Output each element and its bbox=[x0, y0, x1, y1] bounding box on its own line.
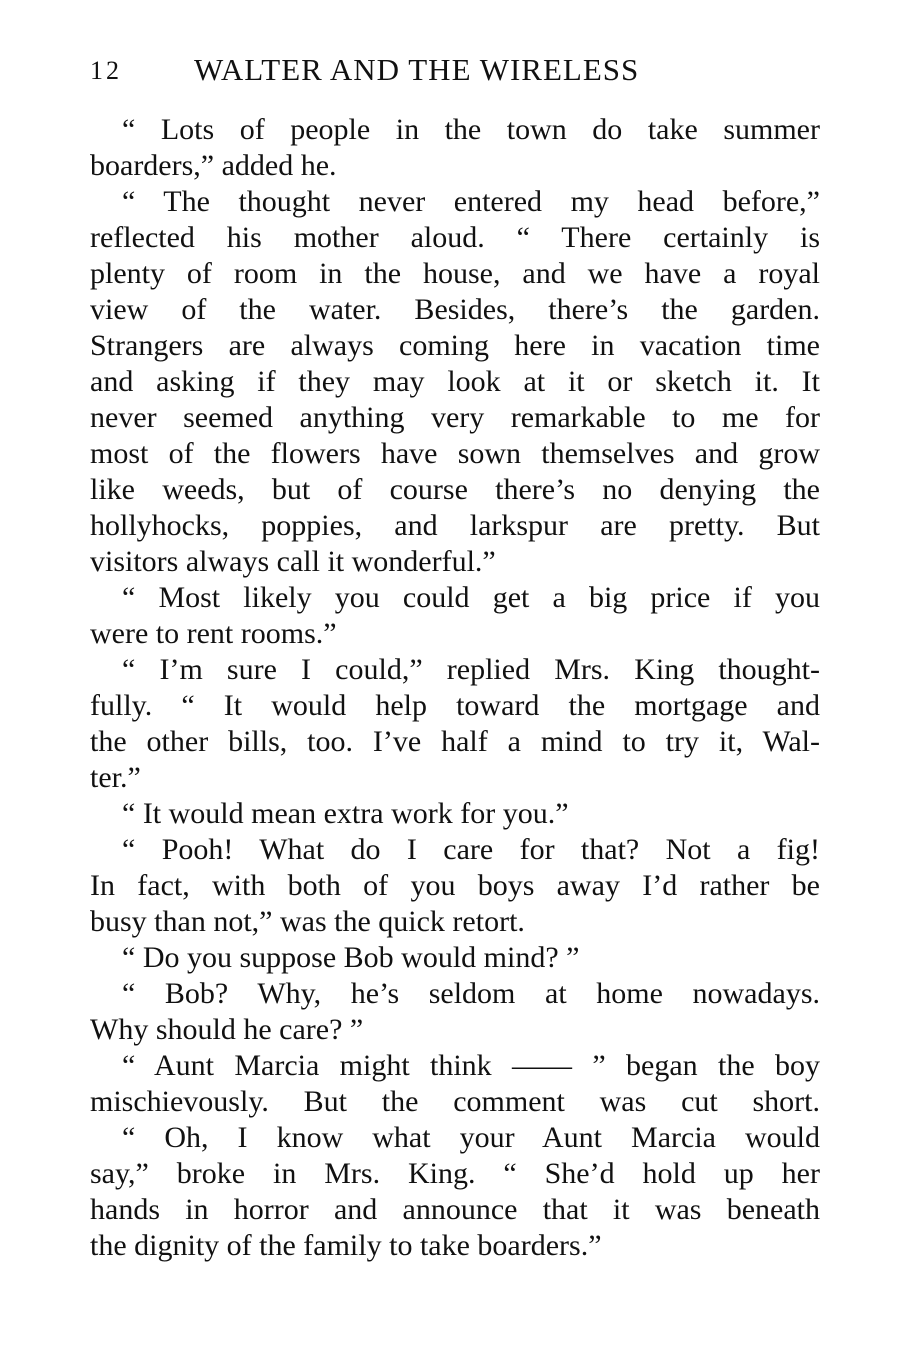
text-line: “ Most likely you could get a big price if you bbox=[122, 581, 820, 614]
book-title: WALTER AND THE WIRELESS bbox=[194, 52, 640, 87]
text-line: say,” broke in Mrs. King. “ She’d hold up her bbox=[90, 1157, 820, 1190]
text-line: Strangers are always coming here in vacation time bbox=[90, 329, 820, 362]
text-line: “ Do you suppose Bob would mind? ” bbox=[122, 941, 580, 974]
text-line: “ Lots of people in the town do take summer bbox=[122, 113, 820, 146]
text-line: ter.” bbox=[90, 761, 141, 794]
text-line: the dignity of the family to take boarders.” bbox=[90, 1229, 602, 1262]
text-line: like weeds, but of course there’s no denying the bbox=[90, 473, 820, 506]
text-line: view of the water. Besides, there’s the garden. bbox=[90, 293, 820, 326]
text-line: plenty of room in the house, and we have a royal bbox=[90, 257, 820, 290]
text-line: and asking if they may look at it or sketch it. It bbox=[90, 365, 820, 398]
text-line: “ Oh, I know what your Aunt Marcia would bbox=[122, 1121, 820, 1154]
text-line: fully. “ It would help toward the mortgage and bbox=[90, 689, 820, 722]
text-line: never seemed anything very remarkable to me for bbox=[90, 401, 820, 434]
text-line: “ The thought never entered my head before,” bbox=[122, 185, 820, 218]
text-line: most of the flowers have sown themselves and grow bbox=[90, 437, 820, 470]
text-line: Why should he care? ” bbox=[90, 1013, 364, 1046]
body-text bbox=[90, 112, 820, 1264]
text-line: In fact, with both of you boys away I’d rather be bbox=[90, 869, 820, 902]
running-head bbox=[90, 52, 830, 92]
text-line: “ It would mean extra work for you.” bbox=[122, 797, 569, 830]
text-line: “ Bob? Why, he’s seldom at home nowadays. bbox=[122, 977, 820, 1010]
text-line: the other bills, too. I’ve half a mind to try it, Wal- bbox=[90, 725, 820, 758]
text-line: hands in horror and announce that it was beneath bbox=[90, 1193, 820, 1226]
text-line: busy than not,” was the quick retort. bbox=[90, 905, 525, 938]
text-line: visitors always call it wonderful.” bbox=[90, 545, 496, 578]
text-line: “ Aunt Marcia might think —— ” began the boy bbox=[122, 1049, 820, 1082]
text-line: “ Pooh! What do I care for that? Not a fig! bbox=[122, 833, 820, 866]
text-line: were to rent rooms.” bbox=[90, 617, 337, 650]
text-line: boarders,” added he. bbox=[90, 149, 337, 182]
text-line: mischievously. But the comment was cut short. bbox=[90, 1085, 820, 1118]
text-line: reflected his mother aloud. “ There certainly is bbox=[90, 221, 820, 254]
text-line: hollyhocks, poppies, and larkspur are pretty. But bbox=[90, 509, 820, 542]
text-line: “ I’m sure I could,” replied Mrs. King thought- bbox=[122, 653, 820, 686]
page-number: 12 bbox=[90, 56, 122, 85]
